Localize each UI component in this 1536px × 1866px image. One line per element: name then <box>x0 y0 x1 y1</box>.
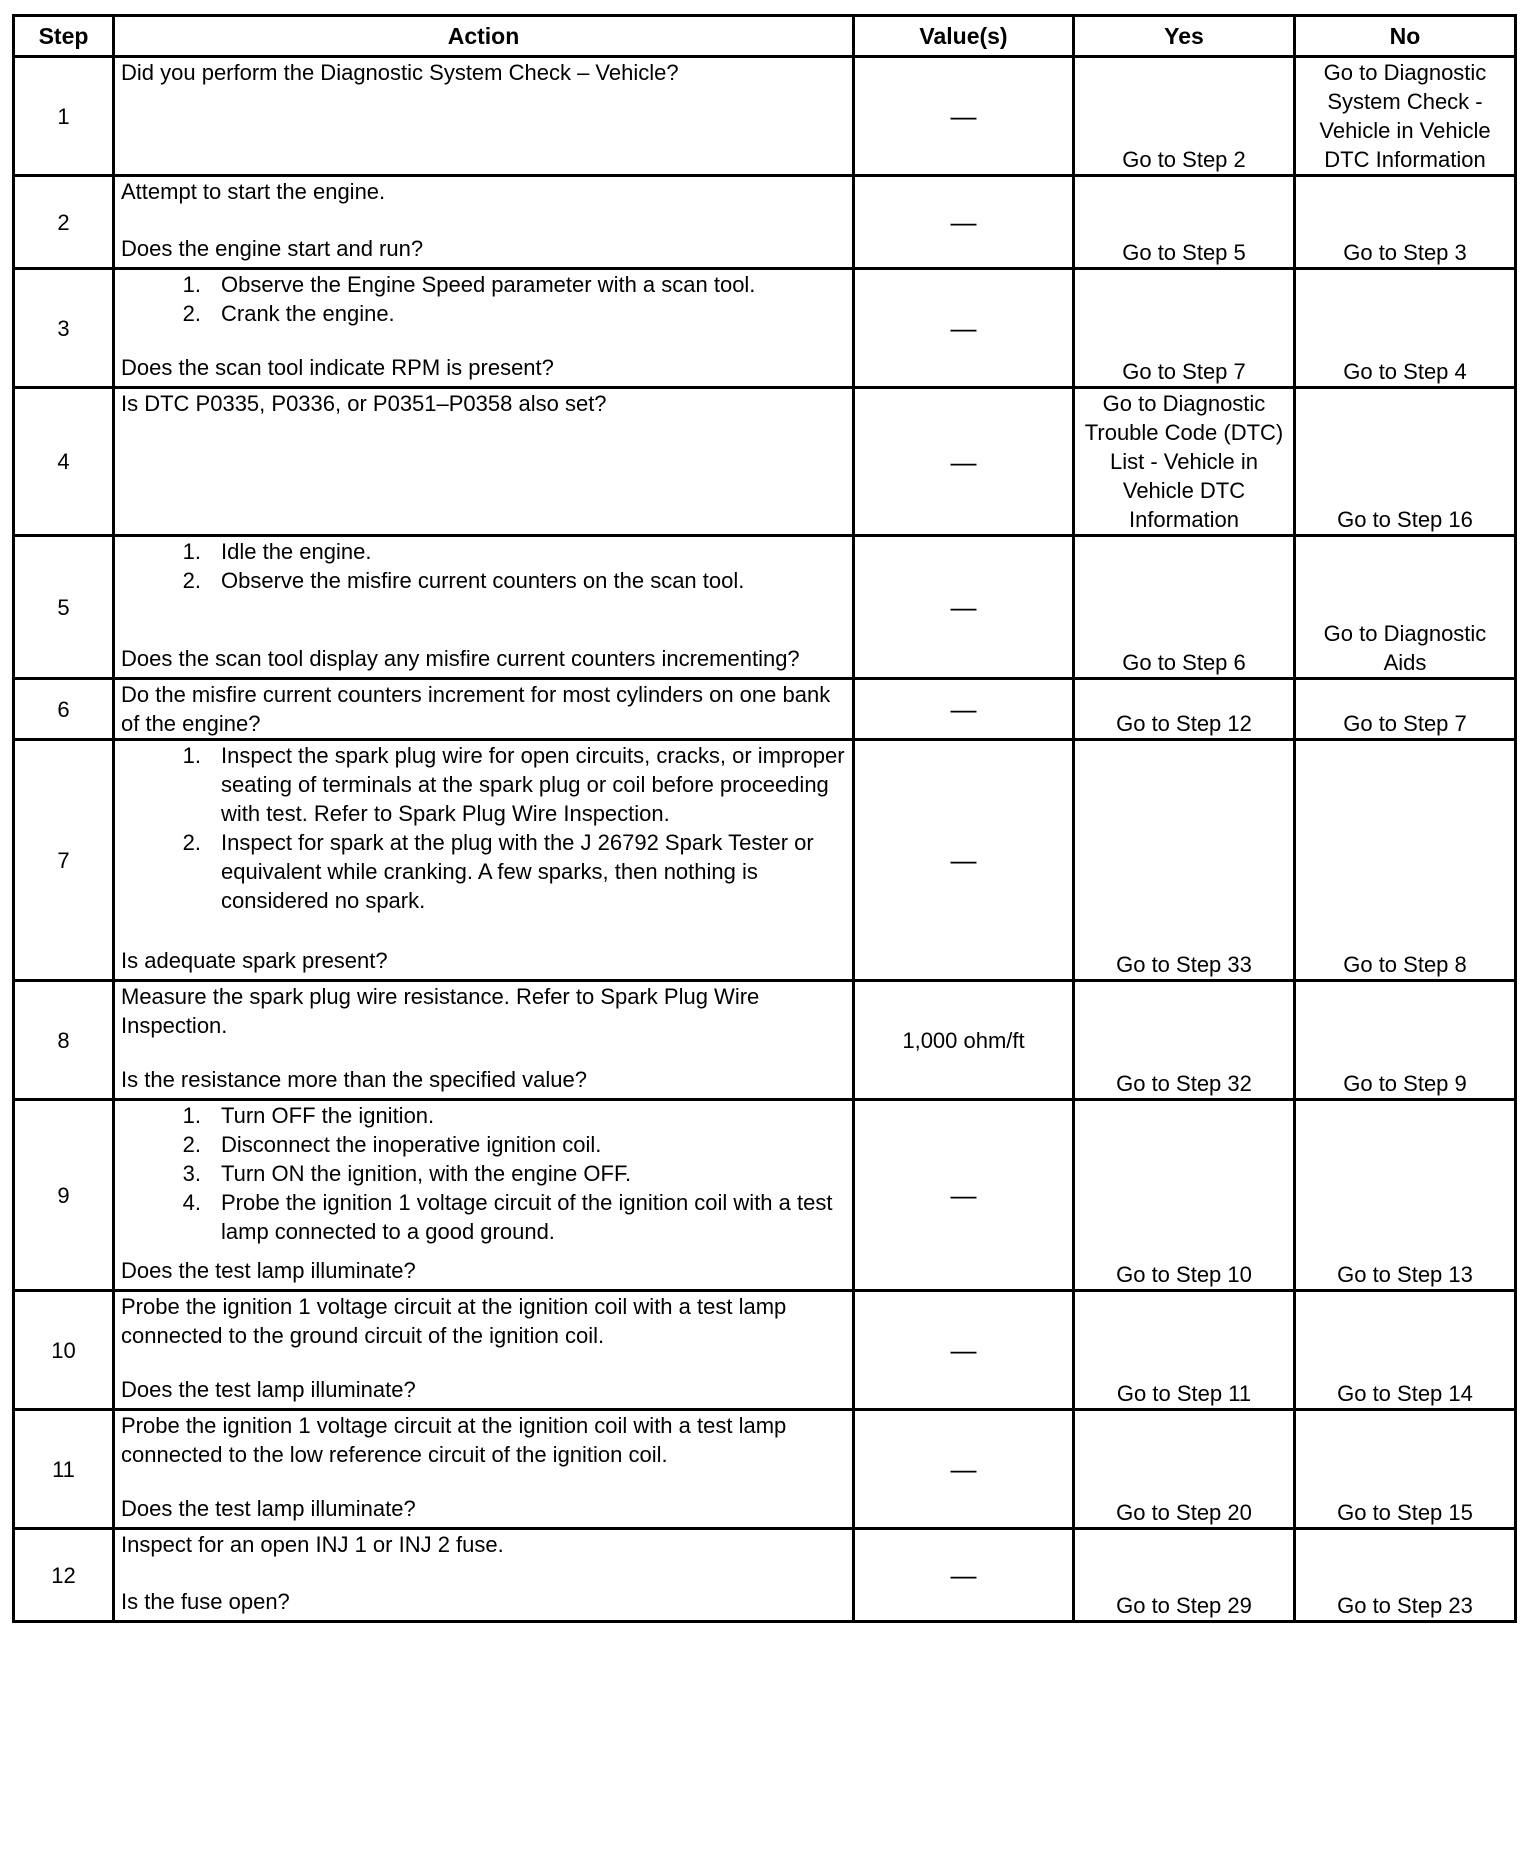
action-step-text: Probe the ignition 1 voltage circuit of the ignition coil with a test lamp connected to a good ground. <box>221 1190 833 1245</box>
table-row <box>14 740 1516 981</box>
diagnostic-table <box>12 14 1517 1623</box>
no-cell: Go to Step 9 <box>1295 981 1516 1100</box>
header-action: Action <box>114 16 854 57</box>
value-cell: — <box>854 679 1074 740</box>
table-row <box>14 1291 1516 1410</box>
yes-cell: Go to Step 2 <box>1074 57 1295 176</box>
step-number: 12 <box>14 1529 114 1622</box>
step-number: 1 <box>14 57 114 176</box>
action-steps-list <box>121 1101 846 1246</box>
table-row <box>14 679 1516 740</box>
step-number: 4 <box>14 388 114 536</box>
table-row <box>14 536 1516 679</box>
header-yes: Yes <box>1074 16 1295 57</box>
action-step-item <box>121 1130 846 1159</box>
value-cell: 1,000 ohm/ft <box>854 981 1074 1100</box>
action-question: Does the scan tool display any misfire current counters incrementing? <box>121 646 800 672</box>
table-row <box>14 981 1516 1100</box>
action-question: Is the resistance more than the specified value? <box>121 1067 587 1093</box>
yes-cell: Go to Step 33 <box>1074 740 1295 981</box>
action-step-item <box>121 299 846 328</box>
action-question: Does the engine start and run? <box>121 236 424 262</box>
no-cell: Go to Diagnostic Aids <box>1295 536 1516 679</box>
action-step-number: 1. <box>182 272 201 298</box>
no-cell: Go to Step 7 <box>1295 679 1516 740</box>
value-cell: — <box>854 1291 1074 1410</box>
action-text: Probe the ignition 1 voltage circuit at the ignition coil with a test lamp connected to the ground circuit of the ignition coil. <box>121 1294 787 1349</box>
yes-cell: Go to Step 32 <box>1074 981 1295 1100</box>
action-text: Is DTC P0335, P0336, or P0351–P0358 also set? <box>121 391 607 417</box>
header-values: Value(s) <box>854 16 1074 57</box>
header-row <box>14 16 1516 57</box>
yes-cell: Go to Step 29 <box>1074 1529 1295 1622</box>
action-question: Is the fuse open? <box>121 1589 290 1615</box>
action-step-item <box>121 566 846 595</box>
step-number: 7 <box>14 740 114 981</box>
action-step-number: 1. <box>182 743 201 769</box>
action-steps-list <box>121 270 846 328</box>
yes-cell: Go to Step 11 <box>1074 1291 1295 1410</box>
yes-cell: Go to Step 7 <box>1074 269 1295 388</box>
yes-cell: Go to Step 10 <box>1074 1100 1295 1291</box>
no-cell: Go to Step 3 <box>1295 176 1516 269</box>
table-row <box>14 269 1516 388</box>
header-step: Step <box>14 16 114 57</box>
action-step-number: 2. <box>182 830 201 856</box>
value-cell: — <box>854 536 1074 679</box>
action-step-number: 1. <box>182 539 201 565</box>
action-step-text: Turn OFF the ignition. <box>221 1103 435 1129</box>
action-step-number: 1. <box>182 1103 201 1129</box>
action-step-number: 2. <box>182 301 201 327</box>
step-number: 2 <box>14 176 114 269</box>
action-question: Does the test lamp illuminate? <box>121 1258 416 1284</box>
table-row <box>14 1410 1516 1529</box>
action-step-text: Inspect the spark plug wire for open circuits, cracks, or improper seating of terminals at the spark plug or coil before proceeding with test. Refer to Spark Plug Wire Inspection. <box>221 743 845 827</box>
yes-cell: Go to Diagnostic Trouble Code (DTC) List - Vehicle in Vehicle DTC Information <box>1074 388 1295 536</box>
action-text: Do the misfire current counters increment for most cylinders on one bank of the engine? <box>121 682 831 737</box>
action-cell <box>114 1410 854 1529</box>
action-step-text: Crank the engine. <box>221 301 395 327</box>
action-step-item <box>121 1159 846 1188</box>
no-cell: Go to Step 16 <box>1295 388 1516 536</box>
action-text: Attempt to start the engine. <box>121 179 386 205</box>
yes-cell: Go to Step 5 <box>1074 176 1295 269</box>
step-number: 11 <box>14 1410 114 1529</box>
step-number: 5 <box>14 536 114 679</box>
action-step-item <box>121 270 846 299</box>
action-step-text: Observe the Engine Speed parameter with a scan tool. <box>221 272 756 298</box>
action-text: Probe the ignition 1 voltage circuit at the ignition coil with a test lamp connected to the low reference circuit of the ignition coil. <box>121 1413 787 1468</box>
yes-cell: Go to Step 12 <box>1074 679 1295 740</box>
action-cell <box>114 176 854 269</box>
no-cell: Go to Step 15 <box>1295 1410 1516 1529</box>
action-step-item <box>121 1101 846 1130</box>
value-cell: — <box>854 269 1074 388</box>
table-row <box>14 1529 1516 1622</box>
no-cell: Go to Diagnostic System Check - Vehicle in Vehicle DTC Information <box>1295 57 1516 176</box>
value-cell: — <box>854 176 1074 269</box>
header-no: No <box>1295 16 1516 57</box>
action-step-text: Turn ON the ignition, with the engine OFF. <box>221 1161 632 1187</box>
action-text: Did you perform the Diagnostic System Check – Vehicle? <box>121 60 679 85</box>
action-step-number: 2. <box>182 568 201 594</box>
action-text: Measure the spark plug wire resistance. Refer to Spark Plug Wire Inspection. <box>121 984 760 1039</box>
action-cell <box>114 679 854 740</box>
table-row <box>14 176 1516 269</box>
step-number: 8 <box>14 981 114 1100</box>
step-number: 10 <box>14 1291 114 1410</box>
action-step-item <box>121 537 846 566</box>
value-cell: — <box>854 740 1074 981</box>
action-cell <box>114 1529 854 1622</box>
table-row <box>14 57 1516 176</box>
value-cell: — <box>854 1529 1074 1622</box>
action-cell <box>114 388 854 536</box>
table-row <box>14 388 1516 536</box>
action-cell <box>114 536 854 679</box>
action-step-item <box>121 828 846 915</box>
step-number: 9 <box>14 1100 114 1291</box>
value-cell: — <box>854 57 1074 176</box>
yes-cell: Go to Step 20 <box>1074 1410 1295 1529</box>
action-question: Does the scan tool indicate RPM is present? <box>121 355 554 381</box>
action-step-number: 4. <box>182 1190 201 1216</box>
action-step-text: Observe the misfire current counters on the scan tool. <box>221 568 745 594</box>
value-cell: — <box>854 1100 1074 1291</box>
action-cell <box>114 1291 854 1410</box>
action-cell <box>114 57 854 176</box>
yes-cell: Go to Step 6 <box>1074 536 1295 679</box>
step-number: 3 <box>14 269 114 388</box>
action-step-number: 3. <box>182 1161 201 1187</box>
action-cell <box>114 981 854 1100</box>
action-question: Does the test lamp illuminate? <box>121 1377 416 1403</box>
action-steps-list <box>121 537 846 595</box>
action-question: Does the test lamp illuminate? <box>121 1496 416 1522</box>
action-question: Is adequate spark present? <box>121 948 388 974</box>
action-step-number: 2. <box>182 1132 201 1158</box>
no-cell: Go to Step 14 <box>1295 1291 1516 1410</box>
action-step-item <box>121 1188 846 1246</box>
no-cell: Go to Step 4 <box>1295 269 1516 388</box>
value-cell: — <box>854 1410 1074 1529</box>
action-step-text: Inspect for spark at the plug with the J 26792 Spark Tester or equivalent while cranking. A few sparks, then nothing is considered no spark. <box>221 830 814 914</box>
table-row <box>14 1100 1516 1291</box>
action-cell <box>114 269 854 388</box>
value-cell: — <box>854 388 1074 536</box>
no-cell: Go to Step 23 <box>1295 1529 1516 1622</box>
no-cell: Go to Step 13 <box>1295 1100 1516 1291</box>
action-step-item <box>121 741 846 828</box>
action-step-text: Idle the engine. <box>221 539 372 565</box>
action-step-text: Disconnect the inoperative ignition coil. <box>221 1132 602 1158</box>
no-cell: Go to Step 8 <box>1295 740 1516 981</box>
step-number: 6 <box>14 679 114 740</box>
action-cell <box>114 740 854 981</box>
table-body <box>14 57 1516 1622</box>
action-text: Inspect for an open INJ 1 or INJ 2 fuse. <box>121 1532 504 1558</box>
action-steps-list <box>121 741 846 915</box>
action-cell <box>114 1100 854 1291</box>
